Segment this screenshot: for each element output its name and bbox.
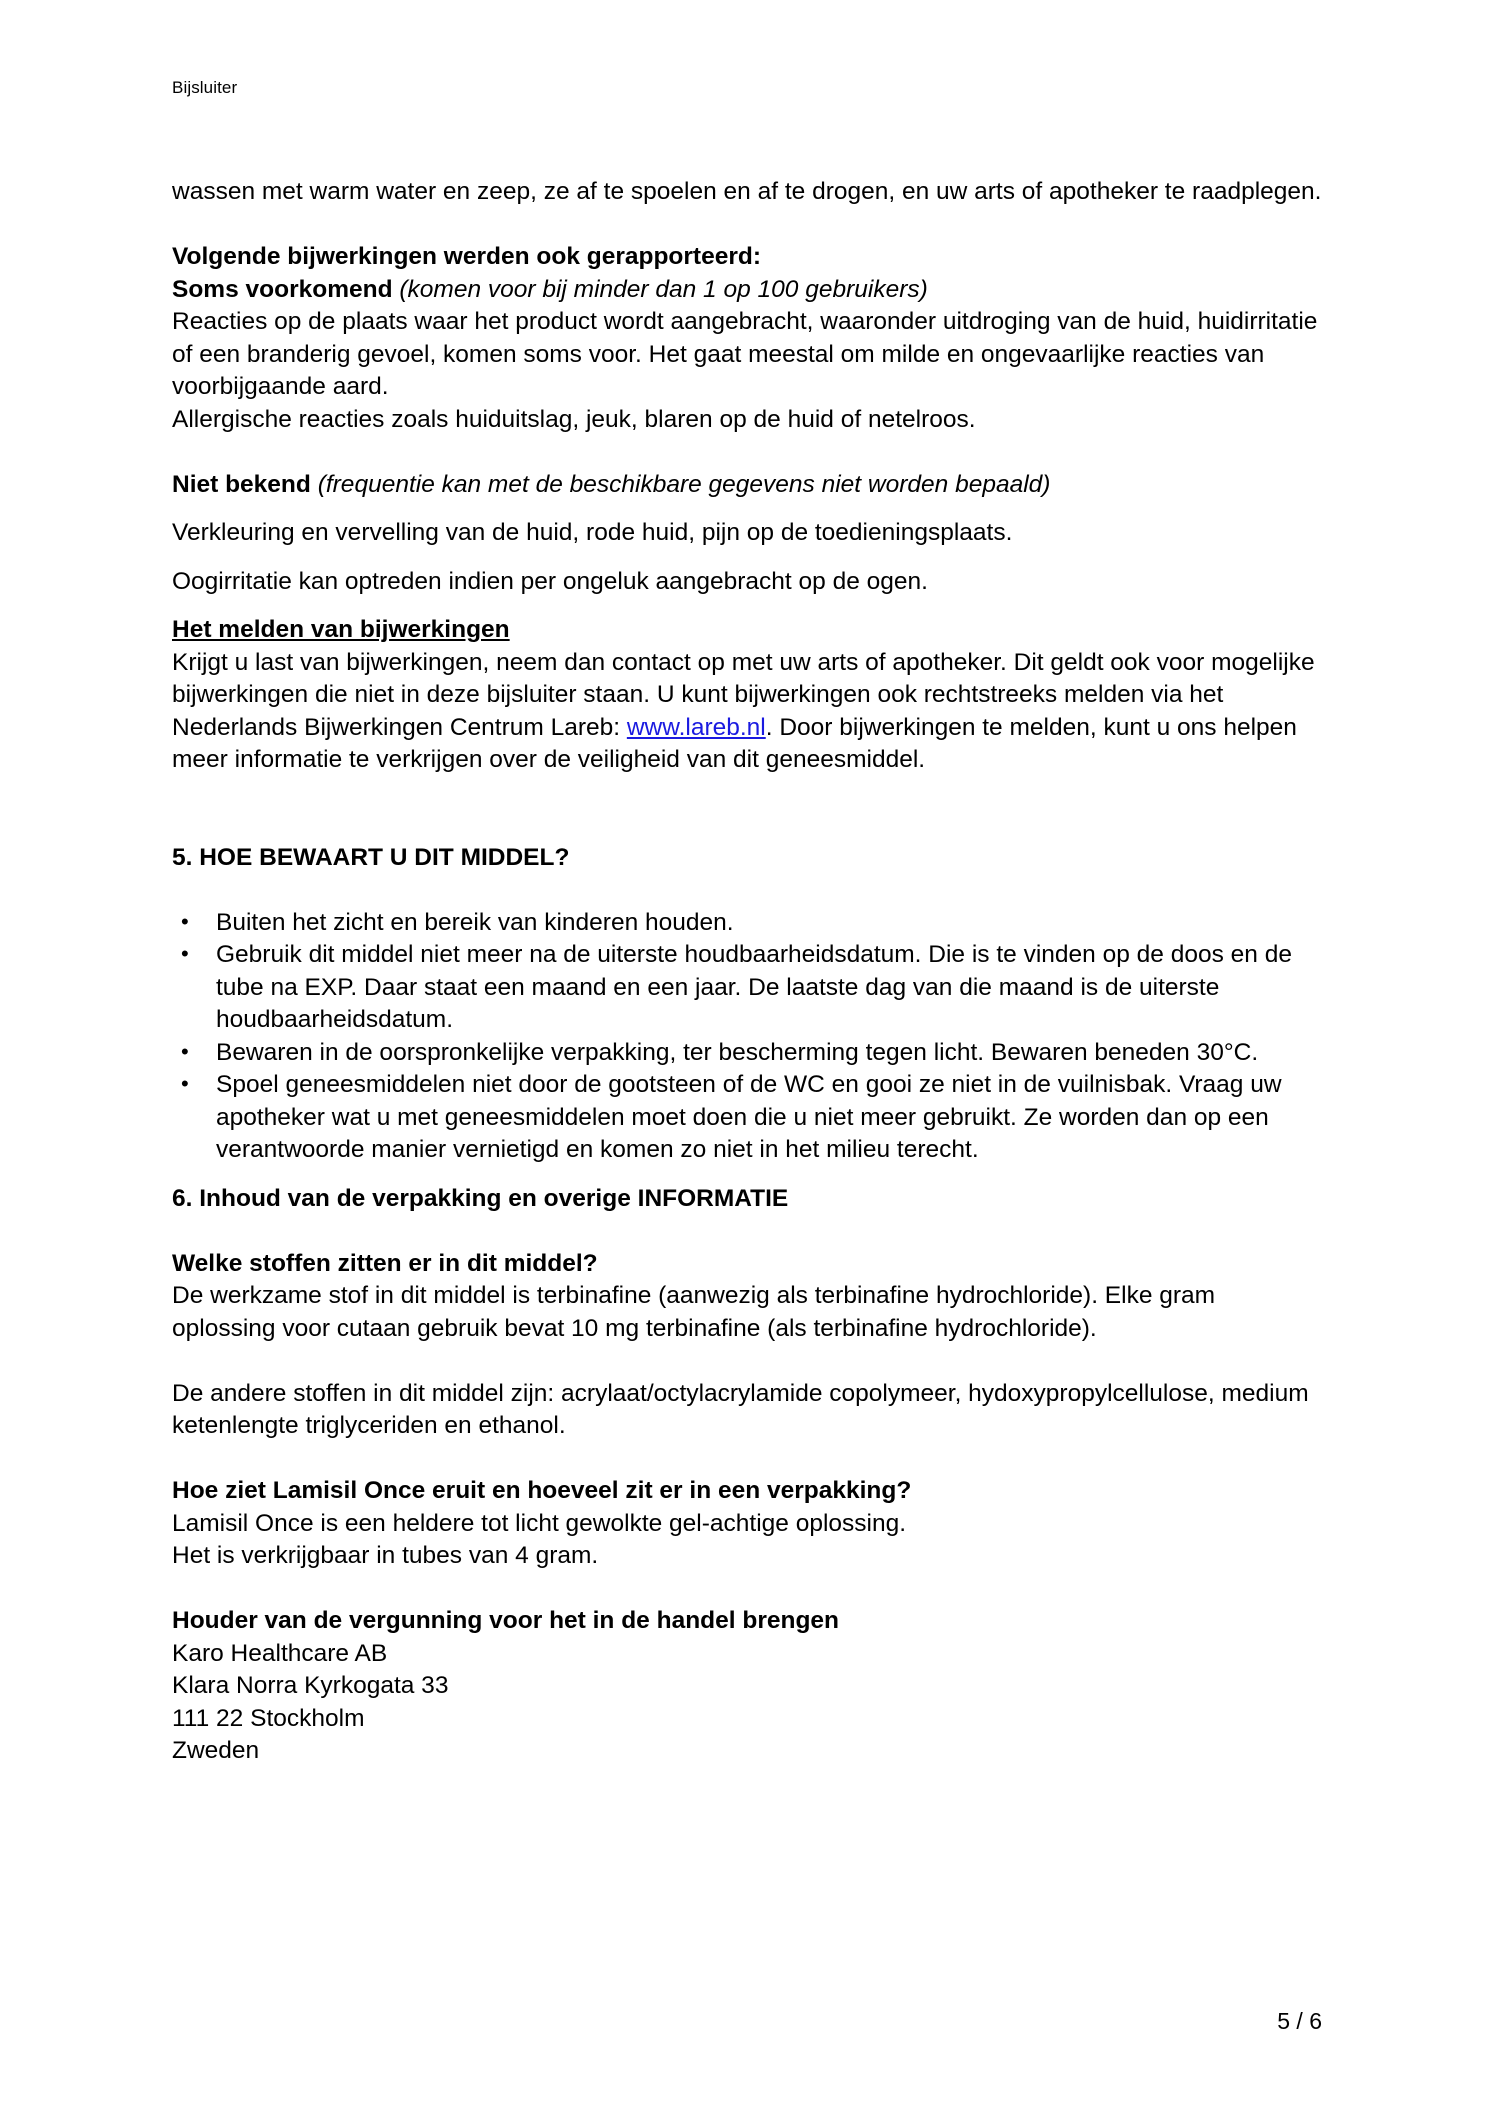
soms-voorkomend-line — [172, 274, 1322, 307]
melden-text-before: Krijgt u last van bijwerkingen, neem dan contact op met uw arts of apotheker. Dit geldt ook voor mogelijke bijwerkingen die niet in deze bijsluiter staan. U kunt bijwerkingen ook rechtstreeks melden via het Nederlands Bijwerkingen Centrum Lareb: — [172, 648, 1315, 741]
page-number: 5 / 6 — [1277, 2008, 1322, 2035]
uiterlijk-heading: Hoe ziet Lamisil Once eruit en hoeveel zit er in een verpakking? — [172, 1477, 912, 1504]
uiterlijk-line-2: Het is verkrijgbaar in tubes van 4 gram. — [172, 1542, 599, 1569]
uiterlijk-line-1: Lamisil Once is een heldere tot licht gewolkte gel-achtige oplossing. — [172, 1509, 907, 1537]
houder-heading: Houder van de vergunning voor het in de handel brengen — [172, 1607, 840, 1634]
spacer — [172, 777, 1322, 810]
spacer — [172, 874, 1322, 907]
list-item: • Buiten het zicht en bereik van kinderen houden. — [172, 907, 1322, 940]
spacer — [172, 550, 1322, 566]
section-5-heading: 5. HOE BEWAART U DIT MIDDEL? — [172, 843, 570, 871]
lareb-link[interactable]: www.lareb.nl — [626, 713, 766, 741]
niet-bekend-paragraph-2: Oogirritatie kan optreden indien per ongeluk aangebracht op de ogen. — [172, 567, 928, 595]
spacer — [172, 1215, 1322, 1248]
page-header: Bijsluiter — [172, 78, 238, 97]
document-body — [172, 176, 1322, 1768]
spacer — [172, 1573, 1322, 1606]
list-item: • Spoel geneesmiddelen niet door de gootsteen of de WC en gooi ze niet in de vuilnisbak. Vraag uw apotheker wat u met geneesmiddelen moet doen die u niet meer gebruikt. Ze worden dan op een verantwoorde manier vernietigd en komen zo niet in het milieu terecht. — [172, 1069, 1322, 1167]
stoffen-paragraph: De werkzame stof in dit middel is terbinafine (aanwezig als terbinafine hydrochloride). Elke gram oplossing voor cutaan gebruik bevat 10 mg terbinafine (als terbinafine hydrochloride). — [172, 1282, 1216, 1342]
spacer — [172, 809, 1322, 842]
spacer — [172, 209, 1322, 242]
melden-text-after: . Door bijwerkingen te melden, kunt u ons helpen meer informatie te verkrijgen over de veiligheid van dit geneesmiddel. — [172, 713, 1297, 773]
niet-bekend-frequency: (frequentie kan met de beschikbare gegevens niet worden bepaald) — [317, 470, 1051, 498]
houder-line: Zweden — [172, 1737, 260, 1764]
spacer — [172, 501, 1322, 517]
soms-paragraph: Reacties op de plaats waar het product wordt aangebracht, waaronder uitdroging van de huid, huidirritatie of een branderig gevoel, komen soms voor. Het gaat meestal om milde en ongevaarlijke reacties van voorbijgaande aard. — [172, 308, 1318, 400]
houder-line: 111 22 Stockholm — [172, 1704, 365, 1732]
spacer — [172, 1443, 1322, 1476]
houder-line: Karo Healthcare AB — [172, 1639, 388, 1667]
reported-heading: Volgende bijwerkingen werden ook gerapporteerd: — [172, 243, 762, 270]
melden-paragraph — [172, 647, 1322, 777]
spacer — [172, 1167, 1322, 1183]
melden-heading: Het melden van bijwerkingen — [172, 616, 510, 643]
allergy-paragraph: Allergische reacties zoals huiduitslag, jeuk, blaren op de huid of netelroos. — [172, 405, 976, 433]
houder-line: Klara Norra Kyrkogata 33 — [172, 1672, 449, 1699]
spacer — [172, 598, 1322, 614]
niet-bekend-paragraph-1: Verkleuring en vervelling van de huid, rode huid, pijn op de toedieningsplaats. — [172, 519, 1013, 546]
niet-bekend-line — [172, 469, 1322, 502]
list-item: • Gebruik dit middel niet meer na de uiterste houdbaarheidsdatum. Die is te vinden op de doos en de tube na EXP. Daar staat een maand en een jaar. De laatste dag van die maand is de uiterste houdbaarheidsdatum. — [172, 939, 1322, 1037]
spacer — [172, 436, 1322, 469]
spacer — [172, 1345, 1322, 1378]
storage-bullet-list — [172, 907, 1322, 1167]
section-6-heading: 6. Inhoud van de verpakking en overige INFORMATIE — [172, 1184, 789, 1212]
andere-stoffen-paragraph: De andere stoffen in dit middel zijn: acrylaat/octylacrylamide copolymeer, hydoxypropylcellulose, medium ketenlengte triglyceriden en ethanol. — [172, 1379, 1309, 1439]
niet-bekend-label: Niet bekend — [172, 470, 311, 498]
soms-label: Soms voorkomend — [172, 275, 393, 303]
stoffen-heading: Welke stoffen zitten er in dit middel? — [172, 1249, 598, 1277]
soms-frequency: (komen voor bij minder dan 1 op 100 gebruikers) — [399, 275, 928, 303]
list-item: • Bewaren in de oorspronkelijke verpakking, ter bescherming tegen licht. Bewaren beneden 30°C. — [172, 1037, 1322, 1070]
intro-paragraph: wassen met warm water en zeep, ze af te spoelen en af te drogen, en uw arts of apotheker te raadplegen. — [172, 178, 1322, 205]
